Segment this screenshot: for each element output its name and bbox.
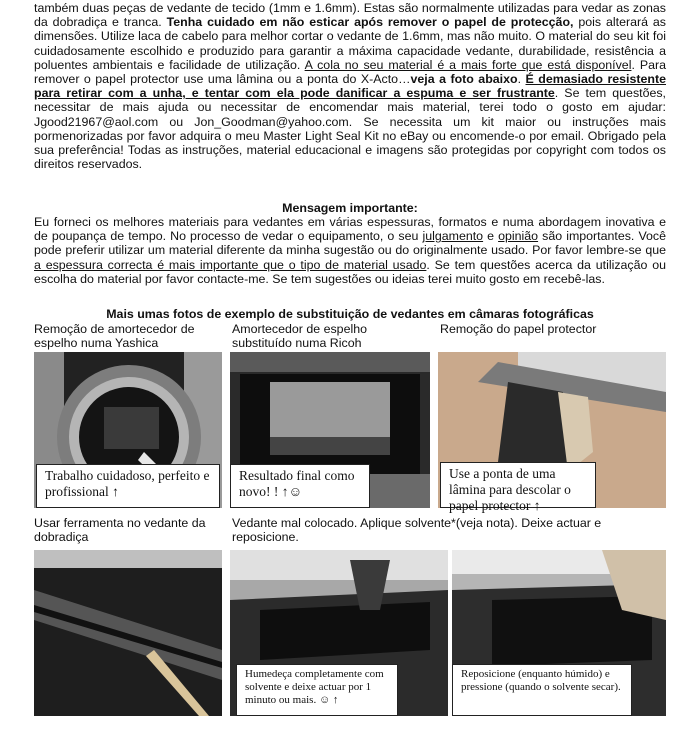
important-text-3: . Se tem questões acerca da utilização ou escolha do material por favor contacte-me. Se tem sugestões ou ideias terei muito gosto em recebê-las. [34, 257, 666, 286]
caption-ricoh: Amortecedor de espelho substituído numa Ricoh [232, 322, 368, 350]
important-opiniao: opinião [498, 229, 539, 244]
note-like-new: Resultado final como novo! ! ↑☺ [230, 464, 370, 508]
caption-remove-paper: Remoção do papel protector [440, 322, 597, 336]
important-text-1: Eu forneci os melhores materiais para vedantes em várias espessuras, formatos e numa abordagem inovativa e de poupança de tempo. No processo de vedar o equipamento, o seu [34, 215, 666, 244]
note-blade-tip: Use a ponta de uma lâmina para descolar o papel protector ↑ [440, 462, 596, 508]
intro-warning-nail: É demasiado resistente para retirar com a unha, e tentar com ela pode danificar a espuma e ser frustrante [34, 72, 666, 101]
intro-text-1: também duas peças de vedante de tecido (1mm e 1.6mm). Estas são normalmente utilizadas para vedar as zonas da dobradiça e tranca. [34, 1, 666, 30]
caption-yashica: Remoção de amortecedor de espelho numa Yashica [34, 322, 195, 350]
important-title: Mensagem importante: [282, 201, 418, 215]
note-careful-work: Trabalho cuidadoso, perfeito e profissional ↑ [36, 464, 220, 508]
intro-text-5: . Se tem questões, necessitar de mais ajuda ou necessitar de encomendar mais material, terei todo o gosto em ajudar: Jgood21967@aol.com ou Jon_Goodman@yahoo.com. Se necessita um kit maior ou instruções mais pormenorizadas por favor adquira o meu Master Light Seal Kit no eBay ou encomende-o por email. Obrigado pela sua preferência! Todas as instruções, material educacional e imagens são protegidas por copyright com todos os direitos reservados. [34, 86, 666, 172]
note-reposition: Reposicione (enquanto húmido) e pressione (quando o solvente secar). [452, 664, 632, 716]
intro-text-2: pois alterará as dimensões. Utilize laca de cabelo para melhor cortar o vedante de 1.6mm, mas não muito. O material do seu kit foi cuidadosamente escolhido e produzido para garantir a máxima capacidade vedante, durabilidade, resistência a poluentes ambientais e facilidade de utilização. [34, 15, 667, 72]
important-and: e [483, 229, 499, 244]
intro-text-3: . Para remover o papel protector use uma lâmina ou a ponta do X-Acto… [34, 57, 667, 87]
intro-warning-stretch: Tenha cuidado em não esticar após remover o papel de protecção, [166, 15, 574, 30]
caption-hinge-tool: Usar ferramenta no vedante da dobradiça [34, 516, 206, 544]
intro-text-4: . [517, 72, 526, 87]
intro-glue-note: A cola no seu material é a mais forte que está disponível [304, 57, 632, 72]
important-paragraph [34, 215, 666, 286]
photo-hinge-tool [34, 550, 222, 716]
caption-misplaced-seal: Vedante mal colocado. Aplique solvente*(veja nota). Deixe actuar e reposicione. [232, 516, 602, 544]
important-text-2: são importantes. Você pode preferir utilizar um material diferente da minha sugestão ou do originalmente usado. Por favor lembre-se que [34, 229, 666, 258]
photos-title: Mais umas fotos de exemplo de substituição de vedantes em câmaras fotográficas [106, 307, 594, 321]
note-wet-solvent: Humedeça completamente com solvente e deixe actuar por 1 minuto ou mais. ☺ ↑ [236, 664, 398, 716]
important-julgamento: julgamento [422, 229, 484, 244]
important-thickness-note: a espessura correcta é mais importante que o tipo de material usado [34, 257, 427, 272]
intro-see-photo: veja a foto abaixo [410, 72, 518, 87]
intro-paragraph [34, 1, 666, 171]
